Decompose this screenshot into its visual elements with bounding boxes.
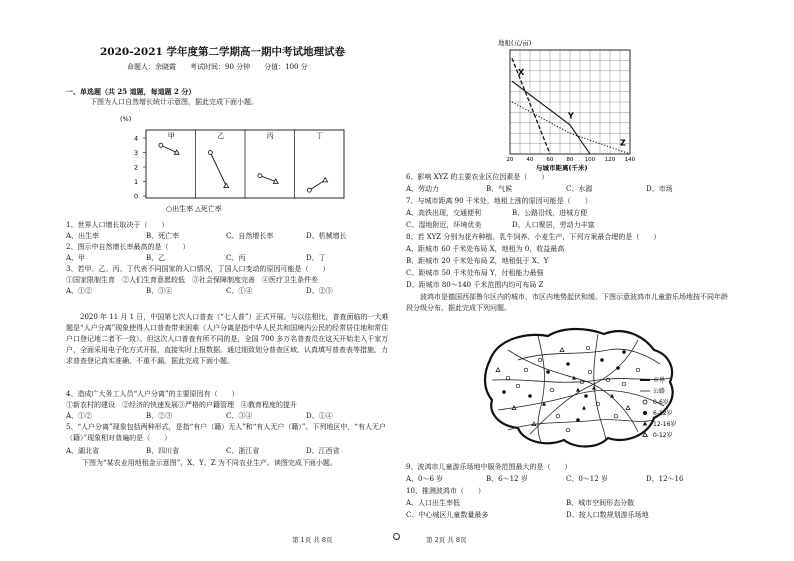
option-a[interactable]: A、①② — [66, 287, 93, 295]
playground-0-6-symbol — [614, 414, 618, 418]
option-c[interactable]: C、浙江省 — [226, 447, 260, 455]
option-d[interactable]: D、人口聚居，劳动力丰富 — [512, 221, 595, 229]
option-a[interactable]: A、湖北省 — [66, 447, 100, 455]
land-rent-chart — [480, 36, 640, 172]
x-tick-label: 40 — [526, 157, 534, 163]
series-label-y: Y — [568, 111, 574, 121]
question-9-options — [406, 474, 726, 485]
playground-0-12-symbol — [626, 406, 630, 410]
question-9: 9、波鸿市儿童游乐场地中服务范围最大的是（ ） — [406, 463, 572, 471]
question-8-option-b[interactable]: B、距城市 20 千米处布局 Z，地租低于 X、Y — [406, 257, 549, 265]
census-passage: 2020 年 11 月 1 日，中国第七次人口普查（“七人普”）正式开展。与以往相比，普查面临的一大难题是“人户分离”现象使得人口普查带来困难（人户分离是指中华人民共和国境内公民的经常居住地和常住户口登记地二者不一致）。但这次人口普查有所不同的是，全国 700 多万名普查员在这天开始走入千家万户，全面采用电子化方式开报，直接实时上报数据。通过细致划分普查区域、认真填写普查表等措施，力求普查登记真实准确、不重不漏。据此完成下面小题。 — [66, 313, 389, 365]
series-label-x: X — [518, 67, 525, 77]
question-2: 2、图示中自然增长率最高的是（ ） — [66, 243, 190, 251]
legend-road: 公路 — [653, 388, 666, 395]
question-6-options — [406, 184, 726, 195]
option-d[interactable]: D、①④ — [306, 412, 333, 420]
playground-0-6-symbol — [566, 428, 570, 432]
option-d[interactable]: D、机械增长 — [306, 232, 347, 240]
option-a[interactable]: A、高铁出现，交通便利 — [406, 209, 482, 217]
playground-0-6-symbol — [506, 376, 510, 380]
question-6: 6、影响 XYZ 的主要农业区位因素是（ ） — [406, 173, 549, 181]
rent-line-y — [512, 81, 590, 154]
playground-0-6-symbol — [550, 388, 554, 392]
option-a[interactable]: A、劳动力 — [406, 185, 440, 193]
question-2-options — [66, 253, 386, 264]
playground-0-12-symbol — [560, 348, 564, 352]
option-b[interactable]: B、③④ — [146, 287, 173, 295]
legend-0-6-symbol — [643, 400, 647, 404]
panel-group — [168, 130, 324, 198]
bochum-playground-map — [478, 320, 704, 454]
intro-text: 下图为人口自然增长统计示意图，据此完成下面小题。 — [90, 98, 258, 106]
bochum-passage: 波鸿市是德国西部鲁尔区内的城市，市区内地势起伏和缓。下图示意波鸿市儿童游乐场地按不同年龄段分级分布。据此完成下列问题。 — [406, 293, 728, 312]
option-c[interactable]: C、③④ — [226, 412, 253, 420]
playground-6-12-symbol — [566, 362, 570, 366]
series-label-z: Z — [620, 138, 626, 148]
option-c[interactable]: C、中心城区儿童数量最多 — [406, 511, 489, 519]
legend-age-6-12: 6-12岁 — [653, 410, 673, 417]
option-a[interactable]: A、0～6 岁 — [406, 475, 444, 483]
question-7-options-row1 — [406, 208, 612, 219]
playground-6-12-symbol — [576, 418, 580, 422]
panel-label: 甲 — [167, 132, 175, 140]
footer-page-left: 第 1页 共 8页 — [292, 536, 333, 544]
legend-age-12-16: 12-16岁 — [653, 421, 677, 428]
question-8-option-c[interactable]: C、距城市 50 千米处布局 Y，付租能力最强 — [406, 269, 544, 277]
option-d[interactable]: D、江西省 — [306, 447, 340, 455]
y-tick-group — [134, 135, 146, 201]
x-tick-label: 100 — [584, 157, 596, 163]
death-rate-point — [323, 178, 328, 182]
question-8: 8、若 XYZ 分别为花卉种植、乳牛饲养、小麦生产，下列方案最合理的是（ ） — [406, 233, 661, 241]
option-b[interactable]: B、公路沿线，进城方便 — [512, 209, 588, 217]
panel-label: 丙 — [266, 132, 274, 140]
death-rate-point — [224, 183, 229, 187]
option-c[interactable]: C、①④ — [226, 287, 253, 295]
question-10-options-row2 — [406, 510, 666, 521]
footer-page-right: 第 2页 共 8页 — [426, 536, 467, 544]
x-tick-label: 140 — [624, 157, 636, 163]
y-tick-label: 1 — [134, 178, 139, 186]
y-tick-label: 0 — [134, 192, 139, 201]
playground-0-12-symbol — [496, 368, 500, 372]
option-b[interactable]: B、②③ — [146, 412, 173, 420]
question-7-options-row2 — [406, 220, 612, 231]
option-b[interactable]: B、6～12 岁 — [486, 475, 528, 483]
question-8-option-a[interactable]: A、距城市 60 千米处布局 X，地租为 0，收益最高 — [406, 245, 565, 253]
question-5: 5、“人户分离”现象包括两种形式，是指“有户（籍）无人”和“有人无户（籍）”。下列地区中，“有人无户（籍）”现象相对普遍的是（ ） — [66, 423, 387, 442]
city-boundary — [485, 329, 673, 447]
x-tick-label: 80 — [566, 157, 574, 163]
question-10: 10、推测波鸿市（ ） — [406, 487, 485, 495]
playground-0-6-symbol — [524, 368, 528, 372]
panel-label: 丁 — [316, 132, 324, 140]
playground-6-12-symbol — [502, 390, 506, 394]
x-tick-group — [506, 157, 635, 163]
connector-line — [210, 153, 226, 186]
exam-meta: 命题人：余晓霞 考试时间：90 分钟 分值：100 分 — [127, 63, 308, 71]
option-b[interactable]: B、死亡率 — [146, 232, 180, 240]
playground-symbols — [496, 346, 640, 432]
playground-6-12-symbol — [616, 366, 620, 370]
legend-age-0-6: 0-6岁 — [653, 399, 669, 406]
chart-legend: ○出生率 △死亡率 — [166, 205, 222, 213]
section-heading: 一、单选题（共 25 道题，每道题 2 分） — [66, 87, 196, 96]
option-c[interactable]: C、0～12 岁 — [566, 475, 608, 483]
population-growth-chart — [118, 112, 358, 220]
option-b[interactable]: B、城市空间形态分散 — [566, 499, 635, 507]
playground-12-16-symbol — [582, 406, 586, 410]
option-b[interactable]: B、气候 — [486, 185, 513, 193]
question-5-options — [66, 446, 386, 457]
y-tick-label: 2 — [134, 163, 139, 172]
rent-line-z — [512, 102, 630, 154]
series-group — [512, 58, 630, 154]
playground-6-12-symbol — [584, 394, 588, 398]
x-tick-label: 60 — [546, 157, 554, 163]
y-tick-label: 3 — [134, 149, 139, 157]
question-10-options-row1 — [406, 498, 666, 509]
option-a[interactable]: A、甲 — [66, 254, 86, 262]
x-tick-label: 20 — [506, 157, 514, 163]
connector-line — [161, 145, 177, 152]
birth-rate-point — [159, 143, 163, 147]
option-d[interactable]: D、丁 — [306, 254, 326, 262]
y-unit-label: (%) — [120, 115, 132, 123]
panel-label: 乙 — [217, 132, 225, 140]
option-d[interactable]: D、市场 — [646, 185, 673, 193]
option-a[interactable]: A、出生率 — [66, 232, 100, 240]
legend-age-0-12: 0-12岁 — [653, 432, 673, 439]
question-3-items: ①国家限制生育 ②人们生育意愿较低 ③社会保障制度完善 ④医疗卫生条件差 — [66, 276, 318, 284]
playground-0-6-symbol — [556, 414, 560, 418]
playground-0-6-symbol — [588, 370, 592, 374]
y-tick-label: 4 — [134, 134, 139, 143]
option-c[interactable]: C、丙 — [226, 254, 246, 262]
option-b[interactable]: B、四川省 — [146, 447, 180, 455]
playground-12-16-symbol — [576, 388, 580, 392]
playground-0-6-symbol — [538, 358, 542, 362]
playground-0-6-symbol — [586, 346, 590, 350]
mark-group — [159, 143, 328, 192]
question-7: 7、与城市距离 90 千米处，地租上涨的原因可能是（ ） — [406, 197, 592, 205]
question-1: 1、世界人口增长取决于（ ） — [66, 221, 169, 229]
legend-12-16-symbol — [643, 422, 648, 426]
option-a[interactable]: A、①② — [66, 412, 93, 420]
option-d[interactable]: D、按人口数规划游乐场地 — [566, 511, 649, 519]
x-tick-label: 120 — [604, 157, 616, 163]
question-4: 4、造成广大务工人员“人户分离”的主要原因有（ ） — [66, 390, 239, 398]
option-c[interactable]: C、水源 — [566, 185, 593, 193]
birth-rate-point — [208, 151, 212, 155]
playground-0-6-symbol — [516, 384, 520, 388]
playground-6-12-symbol — [622, 350, 626, 354]
option-b[interactable]: B、乙 — [146, 254, 166, 262]
binding-hole-icon — [393, 533, 400, 540]
option-d[interactable]: D、12～16 — [646, 475, 684, 483]
playground-6-12-symbol — [528, 394, 532, 398]
grid-group — [510, 50, 630, 154]
y-axis-label: 地租(元/亩) — [498, 39, 532, 47]
playground-6-12-symbol — [546, 370, 550, 374]
question-1-options — [66, 231, 386, 242]
connector-line — [260, 176, 276, 182]
legend-6-12-symbol — [643, 411, 647, 415]
exam-title: 2020-2021 学年度第二学期高一期中考试地理试卷 — [100, 46, 345, 58]
question-3: 3、若甲、乙、丙、丁代表不同国家的人口情况，丁国人口变动的原因可能是（ ） — [66, 265, 330, 273]
playground-0-12-symbol — [532, 422, 536, 426]
playground-0-6-symbol — [622, 382, 626, 386]
birth-rate-point — [307, 188, 311, 192]
option-c[interactable]: C、自然增长率 — [226, 232, 274, 240]
option-a[interactable]: A、人口出生率低 — [406, 499, 461, 507]
question-4-items: ①新农村的建设 ②经济的快速发展③严格的户籍管理 ④教育程度的提升 — [66, 401, 297, 409]
birth-rate-point — [258, 174, 262, 178]
playground-6-12-symbol — [600, 358, 604, 362]
playground-0-6-symbol — [636, 368, 640, 372]
question-8-option-d[interactable]: D、距城市 80～140 千米范围内均可布局 Z — [406, 281, 544, 289]
option-c[interactable]: C、湿地附近，环境优美 — [406, 221, 482, 229]
intro-text-2: 下图为“某农业用地租金示意图”，X、Y、Z 为不同农业生产。读图完成下面小题。 — [82, 459, 337, 467]
playground-12-16-symbol — [592, 386, 596, 390]
option-d[interactable]: D、②③ — [306, 287, 333, 295]
question-3-options — [66, 286, 386, 297]
question-4-options — [66, 411, 386, 422]
x-axis-label: 与城市距离(千米) — [536, 164, 588, 172]
legend-city-boundary: 市界 — [653, 377, 666, 384]
